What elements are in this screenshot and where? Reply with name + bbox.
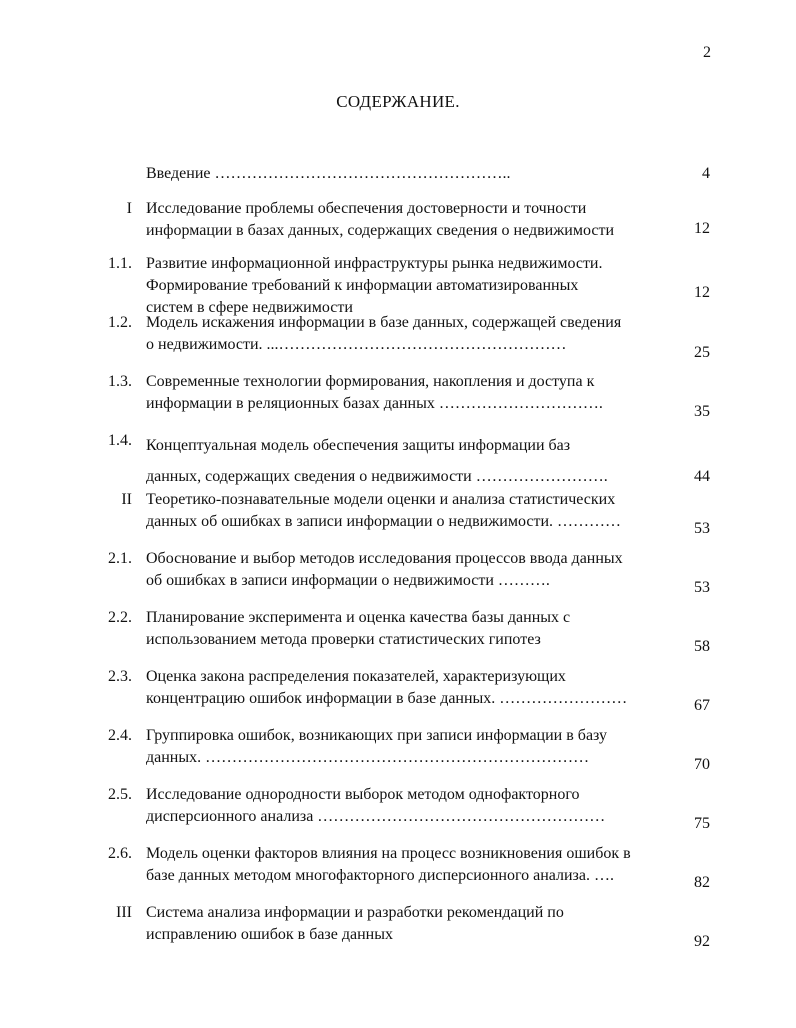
entry-line: базе данных методом многофакторного дисперсионного анализа. …. [146,867,614,884]
entry-page: 35 [694,403,710,420]
entry-text [146,902,676,946]
entry-line: дисперсионного анализа ……………………………………………… [146,808,606,825]
entry-page: 70 [694,756,710,773]
entry-page: 4 [702,165,710,182]
entry-line: Исследование проблемы обеспечения достоверности и точности [146,200,587,217]
entry-page: 12 [694,220,710,237]
entry-number: III [116,904,132,921]
entry-number: 1.4. [108,432,132,449]
entry-text [146,489,676,533]
entry-line: Оценка закона распределения показателей, характеризующих [146,668,566,685]
entry-line: Современные технологии формирования, накопления и доступа к [146,373,595,390]
entry-line: данных об ошибках в записи информации о недвижимости. ………… [146,513,622,530]
entry-text [146,784,676,828]
entry-page: 53 [694,579,710,596]
entry-line: об ошибках в записи информации о недвижимости ………. [146,572,550,589]
entry-line: Модель оценки факторов влияния на процесс возникновения ошибок в [146,845,631,862]
page-number: 2 [703,44,711,61]
entry-number: 2.6. [108,845,132,862]
entry-number: 1.2. [108,314,132,331]
entry-number: 1.1. [108,255,132,272]
entry-line: Теоретико-познавательные модели оценки и анализа статистических [146,491,616,508]
entry-text [146,430,676,492]
entry-number: 1.3. [108,373,132,390]
entry-line: Введение ……………………………………………….. [146,165,511,182]
entry-text [146,312,676,356]
entry-line: систем в сфере недвижимости [146,299,353,316]
entry-line: Модель искажения информации в базе данных, содержащей сведения [146,314,622,331]
entry-line: Развитие информационной инфраструктуры рынка недвижимости. [146,255,603,272]
entry-number: 2.5. [108,786,132,803]
entry-line: данных. ……………………………………………………………… [146,749,590,766]
entry-text [146,198,676,242]
toc-title: СОДЕРЖАНИЕ. [336,92,460,111]
entry-number: 2.2. [108,609,132,626]
entry-line: Планирование эксперимента и оценка качества базы данных с [146,609,571,626]
entry-line: информации в реляционных базах данных …………………………. [146,395,603,412]
entry-number: II [121,491,132,508]
entry-line: данных, содержащих сведения о недвижимости ……………………. [146,468,608,485]
entry-page: 58 [694,638,710,655]
entry-page: 12 [694,284,710,301]
entry-line: о недвижимости. ...……………………………………………… [146,336,567,353]
entry-line: исправлению ошибок в базе данных [146,926,393,943]
entry-page: 92 [694,933,710,950]
entry-text [146,607,676,651]
entry-page: 53 [694,520,710,537]
entry-number: 2.4. [108,727,132,744]
entry-text [146,548,676,592]
entry-page: 67 [694,697,710,714]
entry-line: использованием метода проверки статистических гипотез [146,631,541,648]
entry-line: Концептуальная модель обеспечения защиты информации баз [146,437,571,454]
entry-line: Обоснование и выбор методов исследования процессов ввода данных [146,550,623,567]
entry-number: I [126,200,132,217]
entry-text [146,163,676,185]
entry-text [146,843,676,887]
entry-line: Исследование однородности выборок методом однофакторного [146,786,580,803]
entry-number: 2.1. [108,550,132,567]
entry-number: 2.3. [108,668,132,685]
entry-line: Формирование требований к информации автоматизированных [146,277,579,294]
entry-text [146,666,676,710]
entry-page: 82 [694,874,710,891]
entry-line: концентрацию ошибок информации в базе данных. …………………… [146,690,628,707]
entry-page: 75 [694,815,710,832]
entry-text [146,371,676,415]
entry-line: информации в базах данных, содержащих сведения о недвижимости [146,222,614,239]
entry-text [146,725,676,769]
entry-page: 25 [694,344,710,361]
entry-page: 44 [694,468,710,485]
entry-line: Система анализа информации и разработки рекомендаций по [146,904,564,921]
entry-text [146,253,676,319]
entry-line: Группировка ошибок, возникающих при записи информации в базу [146,727,608,744]
